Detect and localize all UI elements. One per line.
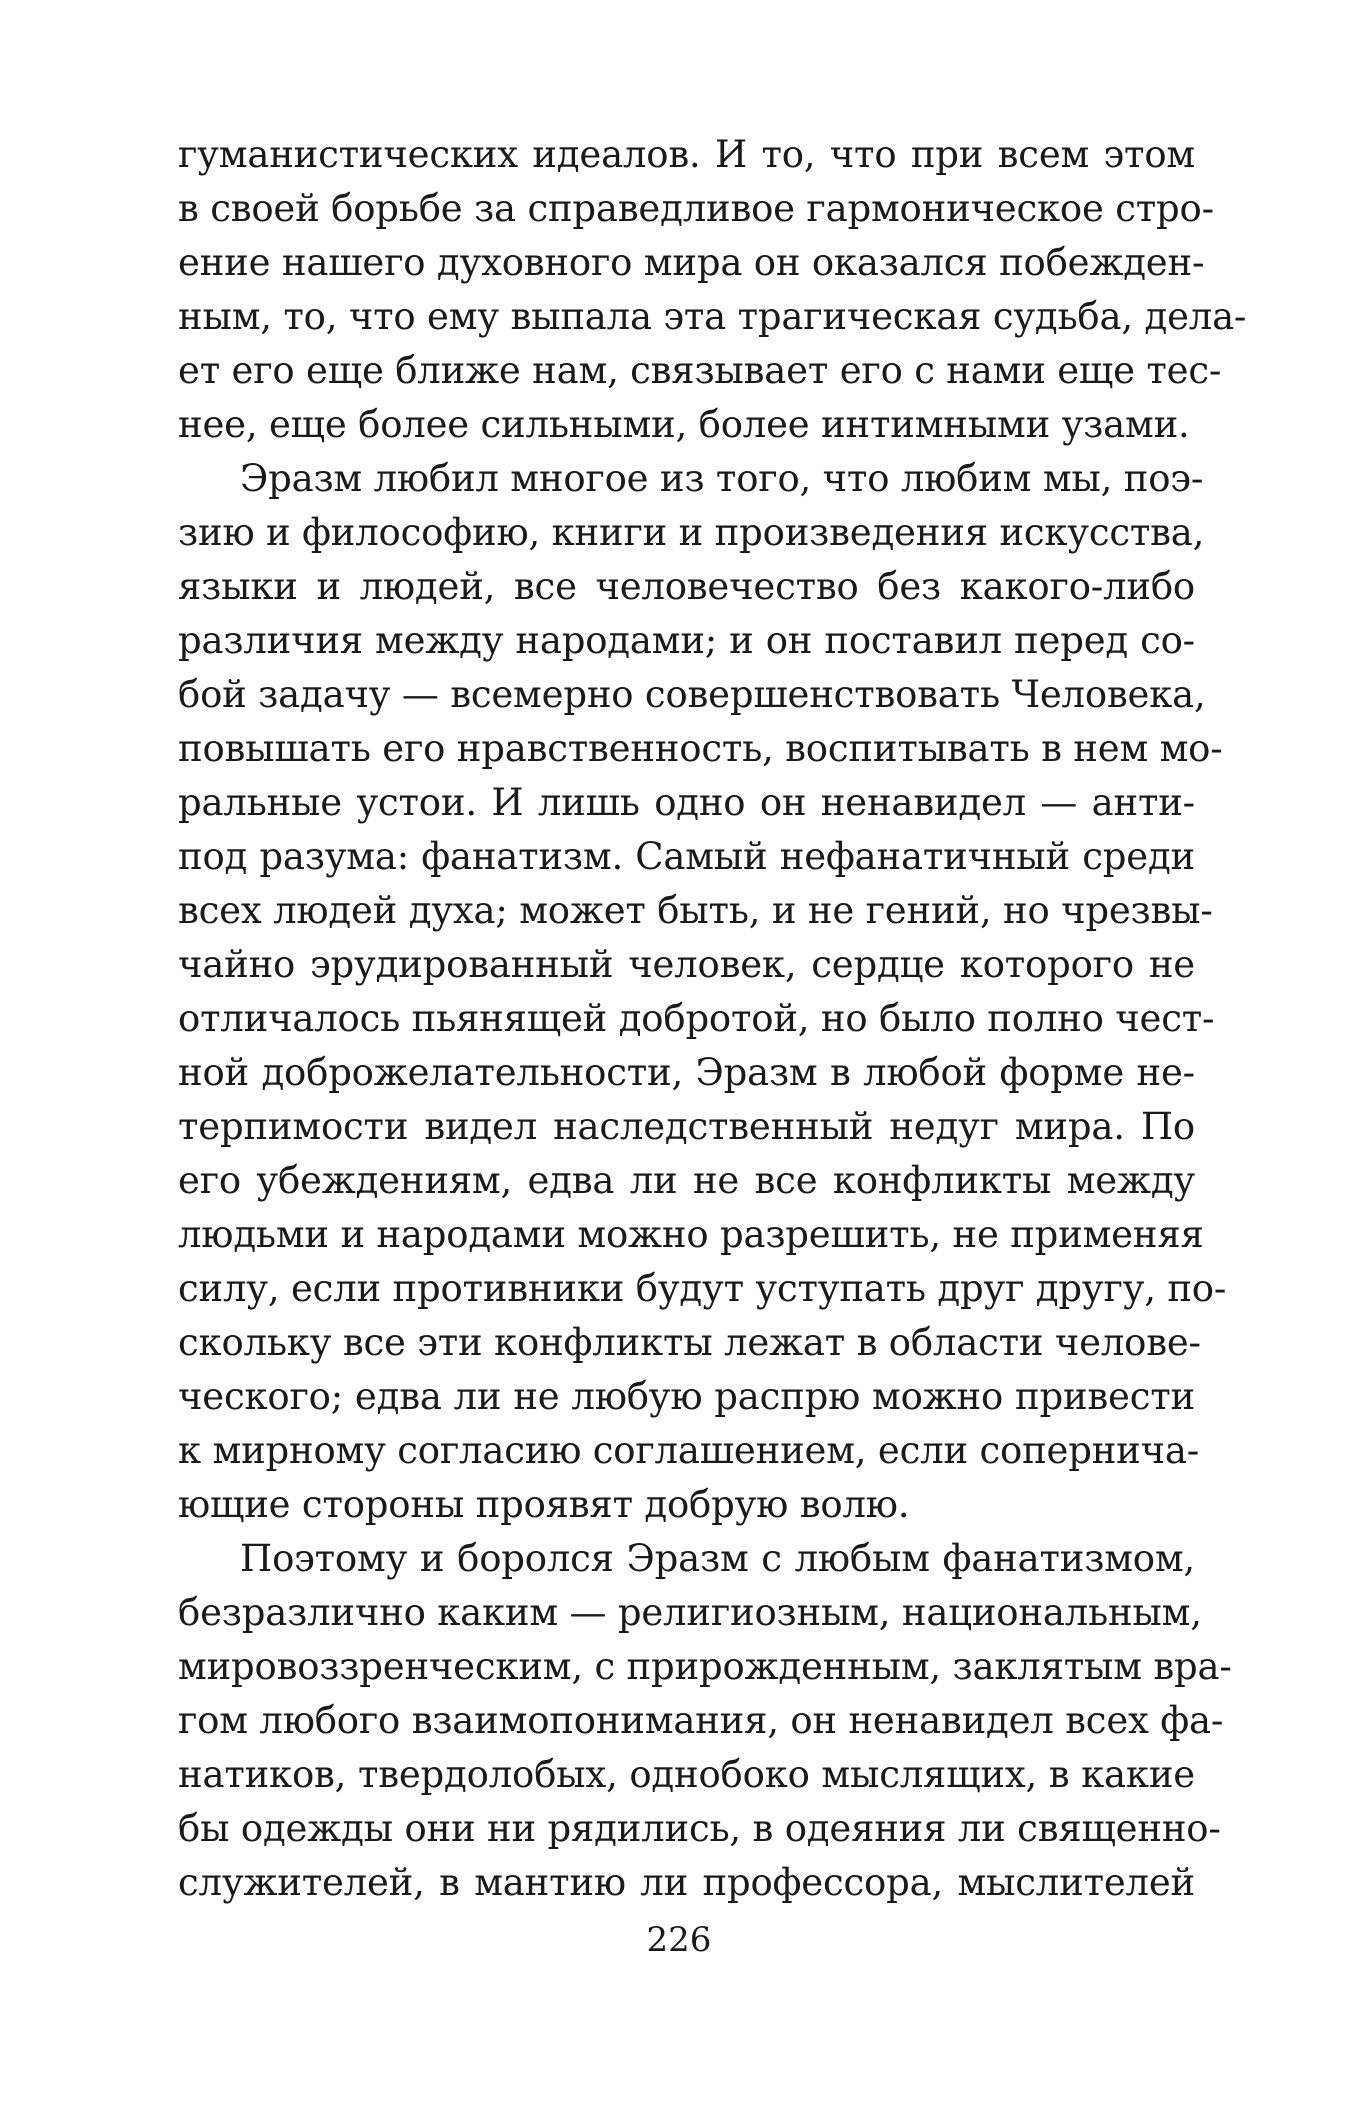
text-line: ет его еще ближе нам, связывает его с нами еще тес- [178,349,1222,392]
text-line: ным, то, что ему выпала эта трагическая судьба, дела- [178,295,1247,338]
text-line: безразлично каким — религиозным, национальным, [178,1591,1202,1634]
page-number: 226 [646,1920,712,1960]
text-line: к мирному согласию соглашением, если сопернича- [178,1429,1200,1472]
text-line: мировоззренческим, с прирожденным, заклятым вра- [178,1645,1232,1688]
body-text [178,128,1247,1910]
text-line: ческого; едва ли не любую распрю можно привести [178,1375,1195,1418]
text-line: ной доброжелательности, Эразм в любой форме не- [178,1051,1195,1094]
text-line: натиков, твердолобых, однобоко мыслящих, в какие [178,1753,1195,1796]
text-line: людьми и народами можно разрешить, не применяя [178,1213,1204,1256]
text-line: ющие стороны проявят добрую волю. [178,1483,910,1526]
text-line: отличалось пьянящей добротой, но было полно чест- [178,997,1215,1040]
text-line-paragraph-start: Эразм любил многое из того, что любим мы, поэ- [240,457,1204,500]
text-line: служителей, в мантию ли профессора, мыслителей [178,1861,1195,1904]
text-line: скольку все эти конфликты лежат в области челове- [178,1321,1201,1364]
text-line: различия между народами; и он поставил перед со- [178,619,1195,662]
text-line: под разума: фанатизм. Самый нефанатичный среди [178,835,1195,878]
text-line: языки и людей, все человечество без какого-либо [178,565,1195,608]
text-line: его убеждениям, едва ли не все конфликты между [178,1159,1195,1202]
text-line: бой задачу — всемерно совершенствовать Человека, [178,673,1206,716]
text-line: терпимости видел наследственный недуг мира. По [178,1105,1195,1148]
text-line: в своей борьбе за справедливое гармоническое стро- [178,187,1214,230]
text-line: всех людей духа; может быть, и не гений, но чрезвы- [178,889,1213,932]
text-line: силу, если противники будут уступать друг другу, по- [178,1267,1227,1310]
text-line: гуманистических идеалов. И то, что при всем этом [178,133,1195,176]
text-line-paragraph-start: Поэтому и боролся Эразм с любым фанатизмом, [240,1537,1195,1580]
text-line: чайно эрудированный человек, сердце которого не [178,943,1195,986]
text-line: ральные устои. И лишь одно он ненавидел — анти- [178,781,1195,824]
text-line: бы одежды они ни рядились, в одеяния ли священно- [178,1807,1221,1850]
text-line: зию и философию, книги и произведения искусства, [178,511,1205,554]
text-line: нее, еще более сильными, более интимными узами. [178,403,1190,446]
text-line: ение нашего духовного мира он оказался побежден- [178,241,1205,284]
text-line: гом любого взаимопонимания, он ненавидел всех фа- [178,1699,1224,1742]
text-line: повышать его нравственность, воспитывать в нем мо- [178,727,1223,770]
